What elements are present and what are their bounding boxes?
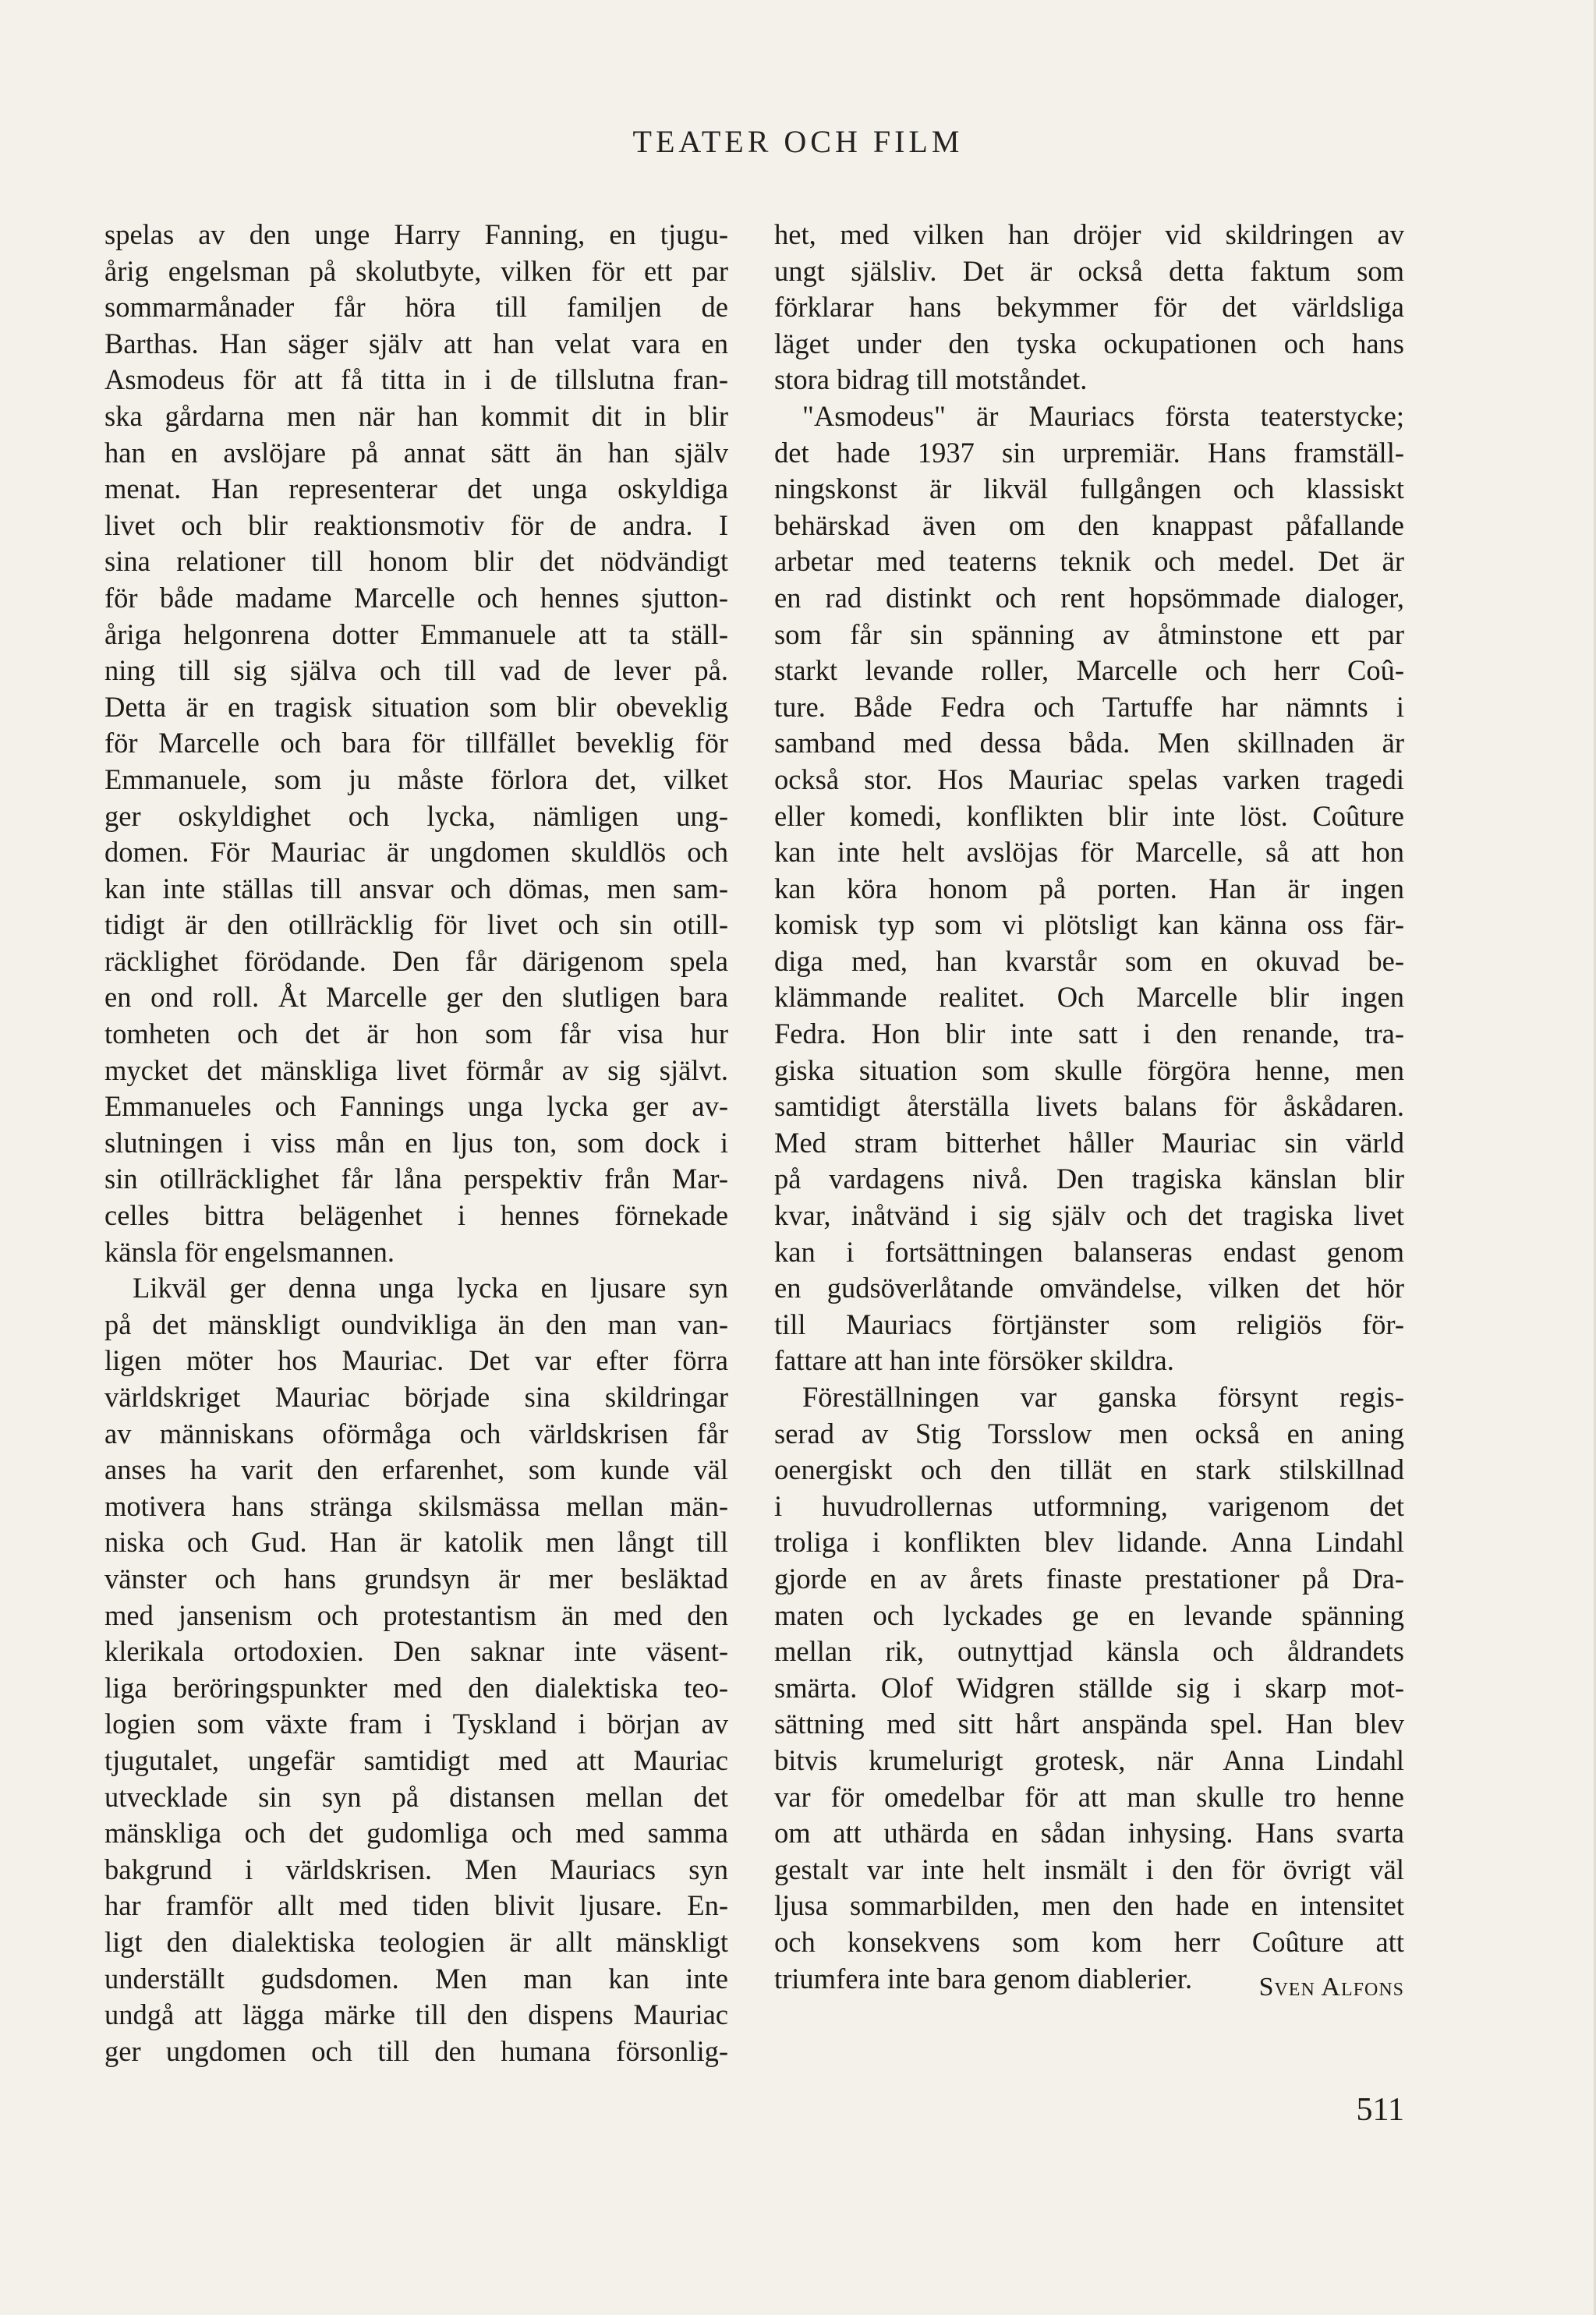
text-line: giska situation som skulle förgöra henne, men (774, 1053, 1404, 1086)
text-line: kvar, inåtvänd i sig själv och det tragiska livet (774, 1199, 1404, 1232)
text-line: kan i fortsättningen balanseras endast genom (774, 1235, 1404, 1268)
text-line: serad av Stig Torsslow men också en aning (774, 1417, 1404, 1450)
text-line: anses ha varit den erfarenhet, som kunde väl (104, 1453, 728, 1486)
text-line: i huvudrollernas utformning, varigenom det (774, 1489, 1404, 1522)
text-line: ligt den dialektiska teologien är allt mänskligt (104, 1925, 728, 1958)
running-title: TEATER OCH FILM (632, 124, 964, 159)
text-line: diga med, han kvarstår som en okuvad be- (774, 944, 1404, 977)
text-line: smärta. Olof Widgren ställde sig i skarp mot- (774, 1671, 1404, 1704)
text-line: han en avslöjare på annat sätt än han själv (104, 436, 728, 469)
text-line: motivera hans stränga skilsmässa mellan män- (104, 1489, 728, 1522)
text-line: var för omedelbar för att man skulle tro henne (774, 1780, 1404, 1813)
text-line: het, med vilken han dröjer vid skildringen av (774, 218, 1404, 250)
text-line: på vardagens nivå. Den tragiska känslan blir (774, 1163, 1404, 1195)
text-line: med jansenism och protestantism än med den (104, 1598, 728, 1631)
text-line: sina relationer till honom blir det nödvändigt (104, 545, 728, 578)
text-line: vänster och hans grundsyn är mer besläktad (104, 1562, 728, 1595)
text-line: komisk typ som vi plötsligt kan känna oss fär- (774, 908, 1404, 941)
text-line: ture. Både Fedra och Tartuffe har nämnts i (774, 690, 1404, 723)
text-line: en rad distinkt och rent hopsömmade dialoger, (774, 581, 1404, 614)
text-line: klerikala ortodoxien. Den saknar inte väsent- (104, 1635, 728, 1668)
text-line: celles bittra belägenhet i hennes förnekade (104, 1199, 728, 1232)
text-line: mycket det mänskliga livet förmår av sig självt. (104, 1053, 728, 1086)
text-line: slutningen i viss mån en ljus ton, som dock i (104, 1126, 728, 1159)
text-line: för Marcelle och bara för tillfället beveklig för (104, 727, 728, 759)
text-line: livet och blir reaktionsmotiv för de andra. I (104, 508, 728, 541)
text-line: triumfera inte bara genom diablerier. (774, 1962, 1193, 1995)
text-line: mellan rik, outnyttjad känsla och åldrandets (774, 1635, 1404, 1668)
text-line: fattare att han inte försöker skildra. (774, 1344, 1174, 1377)
text-line: niska och Gud. Han är katolik men långt till (104, 1526, 728, 1559)
text-line: sommarmånader får höra till familjen de (104, 291, 728, 324)
text-line: till Mauriacs förtjänster som religiös för- (774, 1308, 1404, 1340)
text-line: gjorde en av årets finaste prestationer på Dra- (774, 1562, 1404, 1595)
text-line: stora bidrag till motståndet. (774, 363, 1088, 396)
text-line: ljusa sommarbilden, men den hade en intensitet (774, 1889, 1404, 1922)
text-line: samtidigt återställa livets balans för åskådaren. (774, 1090, 1404, 1123)
text-line: tjugutalet, ungefär samtidigt med att Mauriac (104, 1743, 728, 1776)
text-line: en ond roll. Åt Marcelle ger den slutligen bara (104, 981, 728, 1014)
text-line: Asmodeus för att få titta in i de tillslutna fran- (104, 363, 728, 396)
text-line: känsla för engelsmannen. (104, 1235, 395, 1268)
text-line: förklarar hans bekymmer för det världsliga (774, 291, 1404, 324)
text-line: Föreställningen var ganska försynt regis- (802, 1381, 1404, 1413)
text-line: tidigt är den otillräcklig för livet och sin otill- (104, 908, 728, 941)
text-line: sättning med sitt hårt anspända spel. Han blev (774, 1708, 1404, 1740)
text-line: kan köra honom på porten. Han är ingen (774, 872, 1404, 904)
text-line: samband med dessa båda. Men skillnaden är (774, 727, 1404, 759)
text-line: Med stram bitterhet håller Mauriac sin värld (774, 1126, 1404, 1159)
text-line: en gudsöverlåtande omvändelse, vilken det hör (774, 1272, 1404, 1304)
text-line: undgå att lägga märke till den dispens Mauriac (104, 1998, 728, 2031)
text-line: tomheten och det är hon som får visa hur (104, 1018, 728, 1050)
text-line: som får sin spänning av åtminstone ett par (774, 618, 1404, 650)
text-line: bakgrund i världskrisen. Men Mauriacs syn (104, 1853, 728, 1885)
page-number: 511 (1356, 2092, 1404, 2128)
text-line: domen. För Mauriac är ungdomen skuldlös och (104, 836, 728, 869)
text-line: sin otillräcklighet får låna perspektiv från Mar- (104, 1163, 728, 1195)
text-line: ger ungdomen och till den humana försonlig- (104, 2034, 728, 2067)
text-line: Fedra. Hon blir inte satt i den renande, tra- (774, 1018, 1404, 1050)
text-line: det hade 1937 sin urpremiär. Hans framställ- (774, 436, 1404, 469)
text-line: eller komedi, konflikten blir inte löst. Coûture (774, 799, 1404, 832)
text-line: behärskad även om den knappast påfallande (774, 508, 1404, 541)
text-line: Emmanuele, som ju måste förlora det, vilket (104, 763, 728, 795)
text-line: åriga helgonrena dotter Emmanuele att ta ställ- (104, 618, 728, 650)
text-column-right (774, 217, 1404, 1997)
text-line: utvecklade sin syn på distansen mellan det (104, 1780, 728, 1813)
text-line: arbetar med teaterns teknik och medel. Det är (774, 545, 1404, 578)
text-line: Detta är en tragisk situation som blir obeveklig (104, 690, 728, 723)
text-line: ligen möter hos Mauriac. Det var efter förra (104, 1344, 728, 1377)
text-line: ungt själsliv. Det är också detta faktum som (774, 254, 1404, 287)
text-line: gestalt var inte helt insmält i den för övrigt väl (774, 1853, 1404, 1885)
text-line: maten och lyckades ge en levande spänning (774, 1598, 1404, 1631)
text-line: troliga i konflikten blev lidande. Anna Lindahl (774, 1526, 1404, 1559)
author-signature: Sven Alfons (1258, 1973, 1404, 2002)
text-line: årig engelsman på skolutbyte, vilken för ett par (104, 254, 728, 287)
text-line: logien som växte fram i Tyskland i början av (104, 1708, 728, 1740)
text-line: ger oskyldighet och lycka, nämligen ung- (104, 799, 728, 832)
text-line: och konsekvens som kom herr Coûture att (774, 1925, 1404, 1958)
text-line: läget under den tyska ockupationen och hans (774, 327, 1404, 359)
text-line: Barthas. Han säger själv att han velat vara en (104, 327, 728, 359)
text-line: också stor. Hos Mauriac spelas varken tragedi (774, 763, 1404, 795)
text-line: "Asmodeus" är Mauriacs första teaterstycke; (802, 399, 1404, 432)
text-line: ningskonst är likväl fullgången och klassiskt (774, 473, 1404, 505)
text-line: ska gårdarna men när han kommit dit in blir (104, 399, 728, 432)
text-line: Emmanueles och Fannings unga lycka ger av- (104, 1090, 728, 1123)
text-line: på det mänskligt oundvikliga än den man van- (104, 1308, 728, 1340)
text-column-left (104, 217, 728, 2069)
text-line: för både madame Marcelle och hennes sjutton- (104, 581, 728, 614)
text-line: bitvis krumelurigt grotesk, när Anna Lindahl (774, 1743, 1404, 1776)
text-line: av människans oförmåga och världskrisen får (104, 1417, 728, 1450)
text-line: ning till sig själva och till vad de lever på. (104, 654, 728, 687)
text-line: kan inte ställas till ansvar och dömas, men sam- (104, 872, 728, 904)
text-line: starkt levande roller, Marcelle och herr Coû- (774, 654, 1404, 687)
text-line: spelas av den unge Harry Fanning, en tjugu- (104, 218, 728, 250)
text-line: underställt gudsdomen. Men man kan inte (104, 1962, 728, 1995)
text-line: liga beröringspunkter med den dialektiska teo- (104, 1671, 728, 1704)
text-line: klämmande realitet. Och Marcelle blir ingen (774, 981, 1404, 1014)
text-line: oenergiskt och den tillät en stark stilskillnad (774, 1453, 1404, 1486)
text-line: mänskliga och det gudomliga och med samma (104, 1817, 728, 1850)
text-line: Likväl ger denna unga lycka en ljusare syn (133, 1272, 728, 1304)
text-line: räcklighet förödande. Den får därigenom spela (104, 944, 728, 977)
text-line: världskriget Mauriac började sina skildringar (104, 1381, 728, 1413)
text-line: menat. Han representerar det unga oskyldiga (104, 473, 728, 505)
text-line: kan inte helt avslöjas för Marcelle, så att hon (774, 836, 1404, 869)
text-line: om att uthärda en sådan inhysing. Hans svarta (774, 1817, 1404, 1850)
text-line: har framför allt med tiden blivit ljusare. En- (104, 1889, 728, 1922)
